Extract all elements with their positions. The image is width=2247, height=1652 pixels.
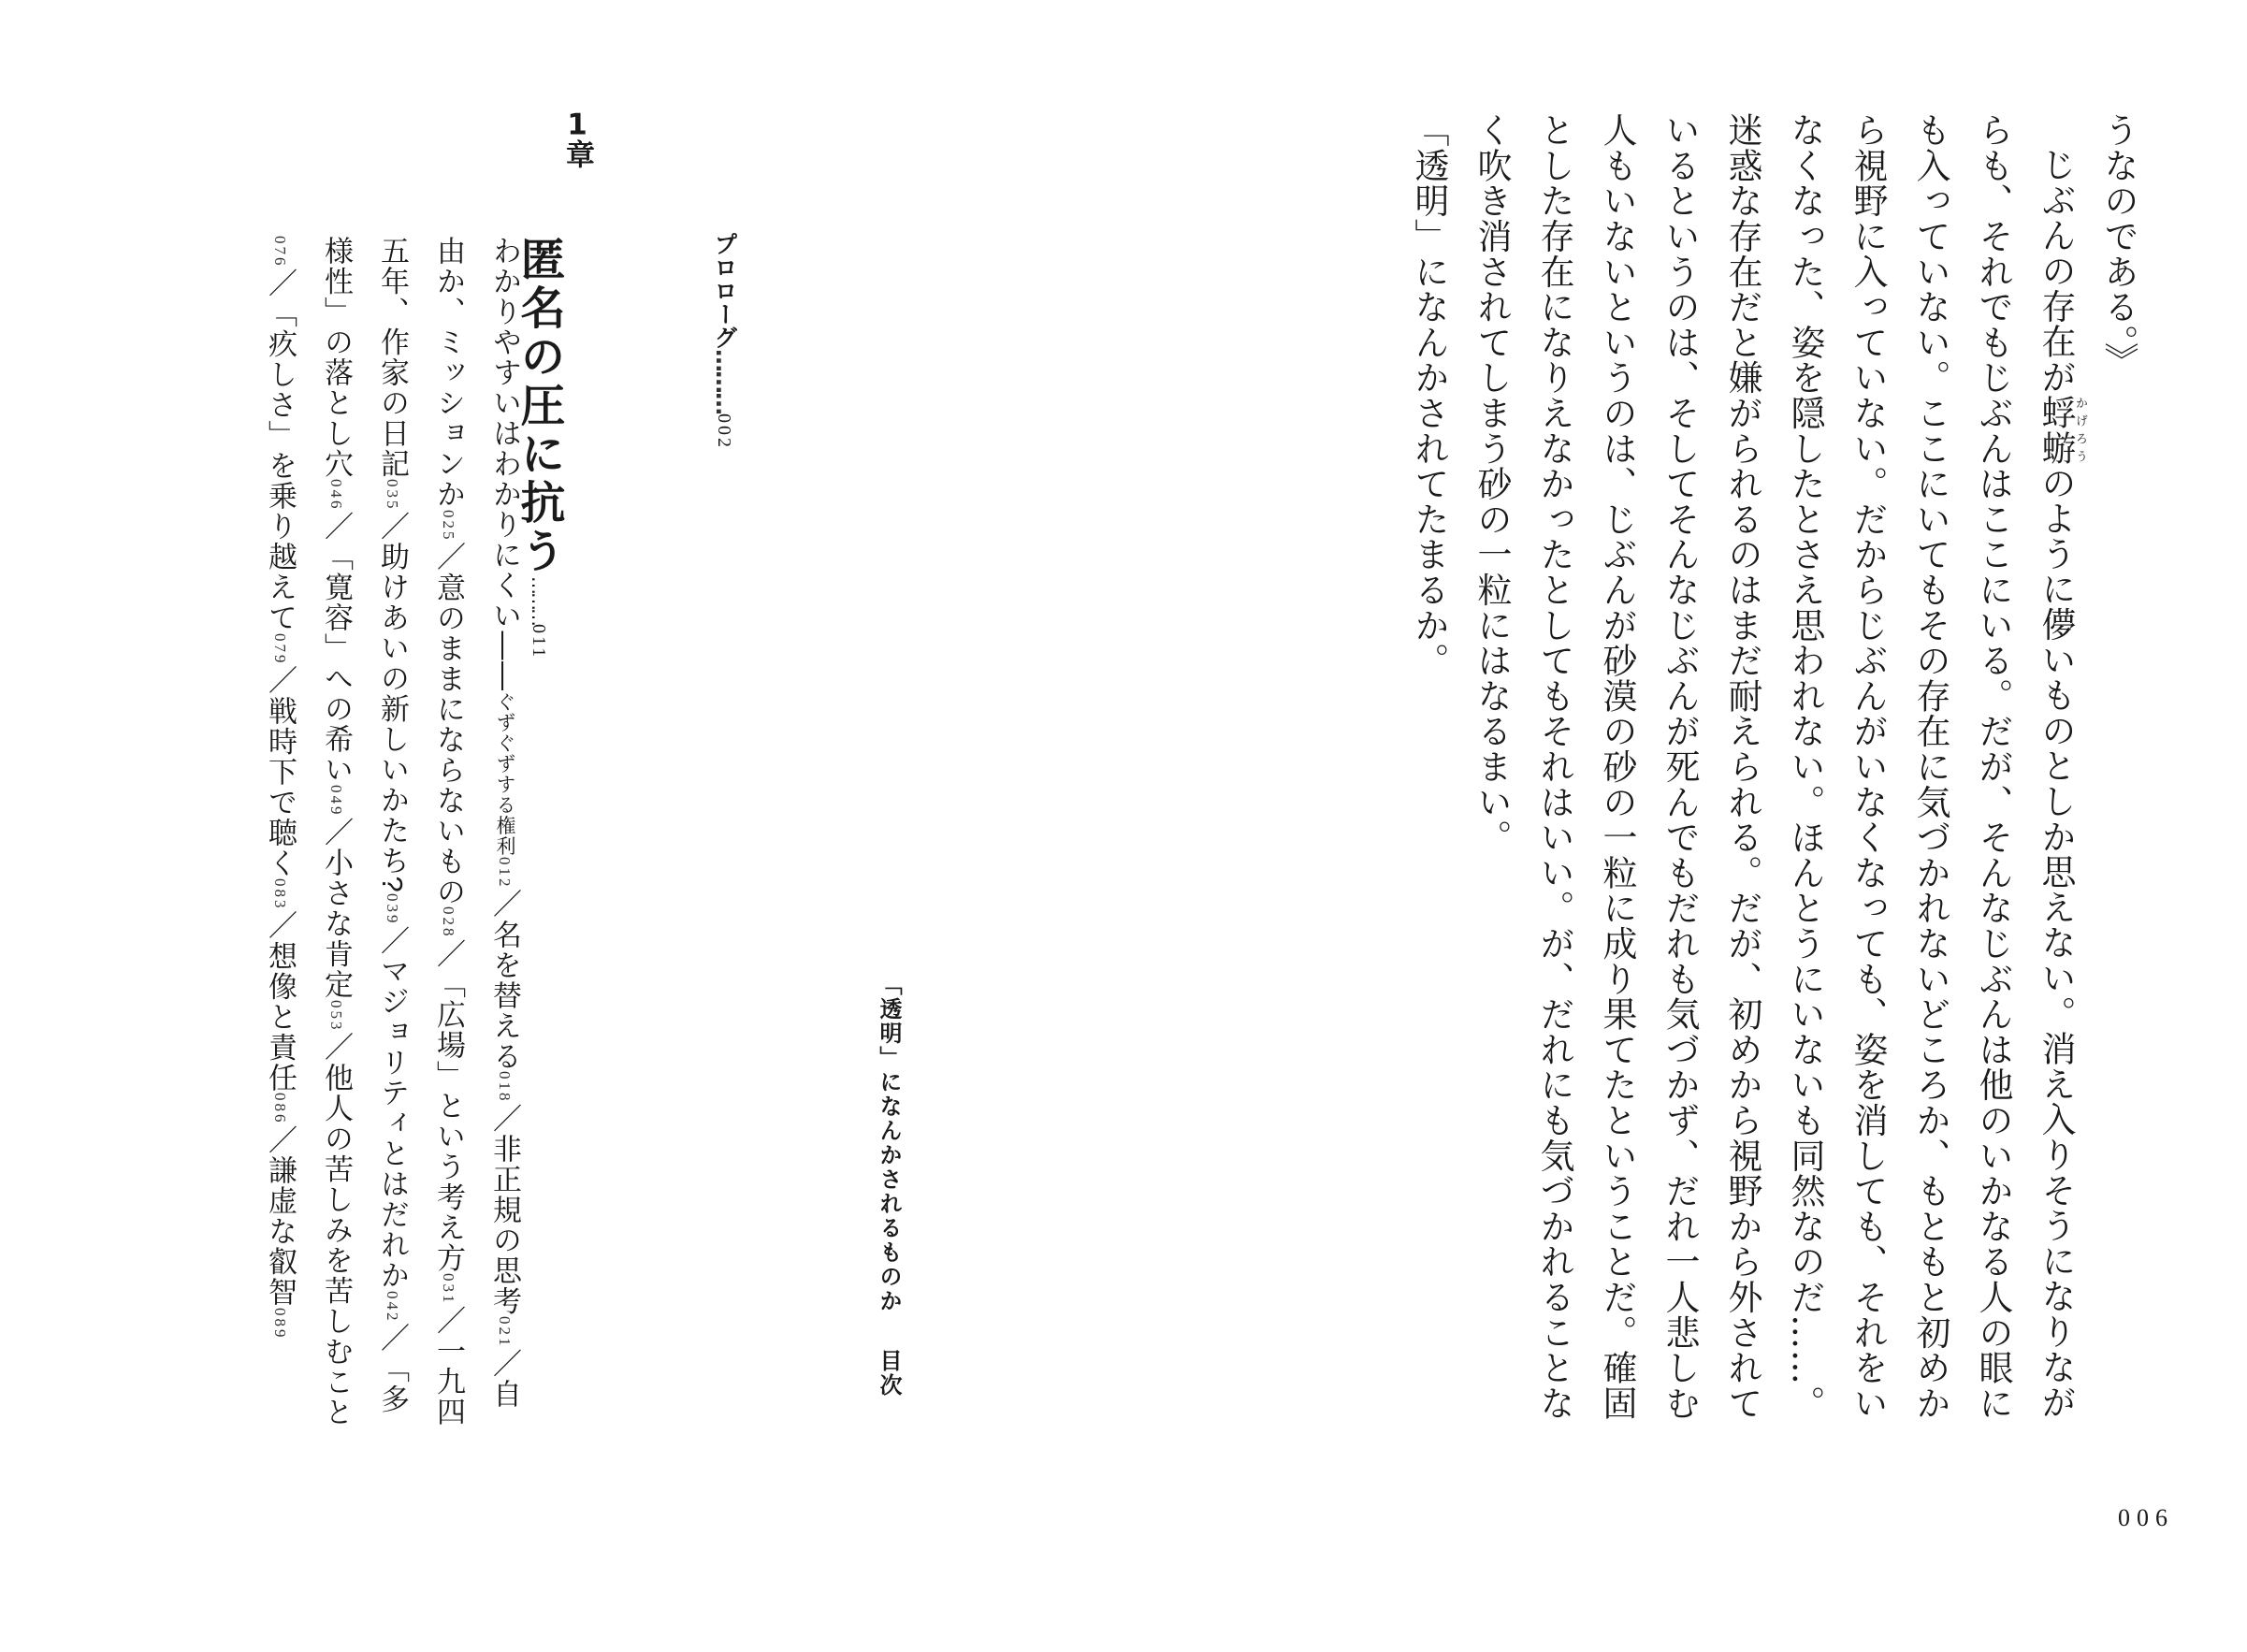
toc-section-item[interactable] xyxy=(264,1155,297,1340)
toc-section-title: 他人の苦しみを苦しむこと xyxy=(320,1062,353,1427)
prologue-title: プロローグ xyxy=(711,232,738,349)
toc-section-title: わかりやすいはわかりにくい―― xyxy=(488,236,521,692)
toc-section-title: 「多様性」の落とし穴 xyxy=(320,236,409,1414)
toc-section-page-number: 028 xyxy=(440,906,457,939)
body-text-run: 「透明」になんかされてたまるか。 xyxy=(1409,112,1449,678)
body-text-run: のように儚いものとしか思えない。消え入りそうになりながらも、それでもじぶんはここにいる。だが、そんなじぶんは他のいかなる人の眼にも入っていない。ここにいてもその存在に気づかれないどころか、もともと初めから視野に入っていない。だからじぶんがいなくなっても、姿を消しても、それをいなくなった、姿を隠したとさえ思われない。ほんとうにいないも同然なのだ……。迷惑な存在だと嫌がられるのはまだ耐えられる。だが、初めから視野から外されているというのは、そしてそんなじぶんが死んでもだれも気づかず、だれ一人悲しむ人もいないというのは、じぶんが砂漠の砂の一粒に成り果てたということだ。確固とした存在になりえなかったとしてもそれはいい。が、だれにも気づかれることなく吹き消されてしまう砂の一粒にはなるまい。 xyxy=(1471,112,2076,1421)
toc-section-title: 名を替える xyxy=(488,919,521,1071)
page-number: 006 xyxy=(2118,1504,2174,1531)
toc-section-page-number: 076 xyxy=(271,236,289,268)
right-page-body xyxy=(1124,0,2247,1652)
chapter-number-label xyxy=(559,110,594,168)
ruby-reading: かげろう xyxy=(2073,394,2087,466)
toc-book-title-line xyxy=(873,973,906,1398)
prologue-page-number: 002 xyxy=(714,413,734,450)
toc-section-title: 戦時下で聴く xyxy=(264,695,297,878)
toc-section-page-number: 079 xyxy=(271,632,289,665)
toc-separator: ／ xyxy=(432,938,465,969)
toc-section-item[interactable] xyxy=(264,941,297,1125)
toc-section-page-number: 049 xyxy=(327,785,345,818)
toc-section-title: 一九四五年、作家の日記 xyxy=(376,236,465,1427)
body-text xyxy=(1409,112,2150,1441)
toc-section-title: 自由か、ミッションか xyxy=(432,236,521,1410)
ruby-base: 蜉蝣 xyxy=(2036,394,2076,466)
toc-separator: ／ xyxy=(376,925,409,957)
toc-section-item[interactable] xyxy=(376,956,409,1323)
toc-section-page-number: 035 xyxy=(384,479,401,512)
toc-section-page-number: 042 xyxy=(384,1290,401,1324)
toc-section-title: 意のままにならないもの xyxy=(432,572,465,906)
toc-separator: ／ xyxy=(264,665,297,696)
ruby-word xyxy=(2036,394,2087,466)
toc-section-page-number: 012 xyxy=(496,856,514,889)
toc-separator: ／ xyxy=(488,1103,521,1134)
toc-separator: ／ xyxy=(320,511,353,542)
toc-section-page-number: 053 xyxy=(327,999,345,1032)
body-paragraph xyxy=(1460,112,2087,1441)
toc-separator: ／ xyxy=(264,910,297,941)
toc-separator: ／ xyxy=(432,542,465,572)
toc-section-page-number: 046 xyxy=(327,479,345,512)
toc-separator: ／ xyxy=(320,817,353,848)
toc-section-page-number: 086 xyxy=(271,1093,289,1125)
book-title: 「透明」になんかされるものか xyxy=(876,973,902,1313)
body-text-run: うなのである。》 xyxy=(2098,112,2138,378)
toc-separator: ／ xyxy=(488,1348,521,1379)
toc-section-title: 想像と責任 xyxy=(264,940,297,1093)
toc-section-page-number: 031 xyxy=(440,1273,457,1306)
toc-section-title: 「疚しさ」を乗り越えて xyxy=(264,298,297,633)
toc-section-title: 助けあいの新しいかたち? xyxy=(376,542,409,894)
toc-section-list xyxy=(224,236,532,1433)
toc-section-item[interactable] xyxy=(264,298,297,665)
toc-separator: ／ xyxy=(264,1124,297,1155)
toc-label: 目次 xyxy=(876,1349,902,1398)
toc-section-item[interactable] xyxy=(488,236,521,889)
toc-section-title: 小さな肯定 xyxy=(320,848,353,1000)
leader-dots: ……… xyxy=(528,576,550,624)
toc-section-subtitle: ぐずぐずする権利 xyxy=(494,691,515,857)
toc-section-item[interactable] xyxy=(264,696,297,911)
toc-separator: ／ xyxy=(264,268,297,298)
toc-section-title: 「広場」という考え方 xyxy=(432,969,465,1273)
body-paragraph xyxy=(1398,112,1460,1441)
toc-section-title: 謙虚な叡智 xyxy=(264,1155,297,1308)
toc-separator: ／ xyxy=(320,1032,353,1063)
toc-section-item[interactable] xyxy=(432,572,465,939)
toc-section-title: 非正規の思考 xyxy=(488,1134,521,1316)
toc-separator: ／ xyxy=(488,889,521,920)
toc-separator: ／ xyxy=(432,1305,465,1336)
toc-section-item[interactable] xyxy=(488,920,521,1104)
chapter-title: 匿名の圧に抗う xyxy=(513,236,565,576)
toc-section-page-number: 083 xyxy=(271,877,289,910)
toc-section-page-number: 025 xyxy=(440,509,457,542)
toc-section-item[interactable] xyxy=(432,969,465,1306)
toc-separator: ／ xyxy=(376,511,409,542)
chapter-word: 章 xyxy=(560,139,594,168)
toc-section-title: 「寛容」への希い xyxy=(320,542,353,785)
toc-entry-prologue[interactable] xyxy=(707,232,741,450)
leader-dots: ……… xyxy=(711,349,738,413)
toc-section-page-number: 039 xyxy=(384,893,401,926)
toc-section-page-number: 021 xyxy=(496,1316,514,1349)
body-paragraph xyxy=(2087,112,2150,1441)
toc-section-page-number: 089 xyxy=(271,1307,289,1340)
toc-section-page-number: 018 xyxy=(496,1071,514,1104)
toc-section-item[interactable] xyxy=(376,542,409,926)
toc-section-title: マジョリティとはだれか xyxy=(376,956,409,1291)
toc-section-item[interactable] xyxy=(488,1134,521,1349)
chapter-page-number: 011 xyxy=(529,624,549,660)
body-text-run: じぶんの存在が xyxy=(2036,147,2076,395)
chapter-number: 1 xyxy=(567,110,587,139)
toc-separator: ／ xyxy=(376,1323,409,1354)
toc-section-item[interactable] xyxy=(320,848,353,1032)
toc-section-item[interactable] xyxy=(320,542,353,818)
